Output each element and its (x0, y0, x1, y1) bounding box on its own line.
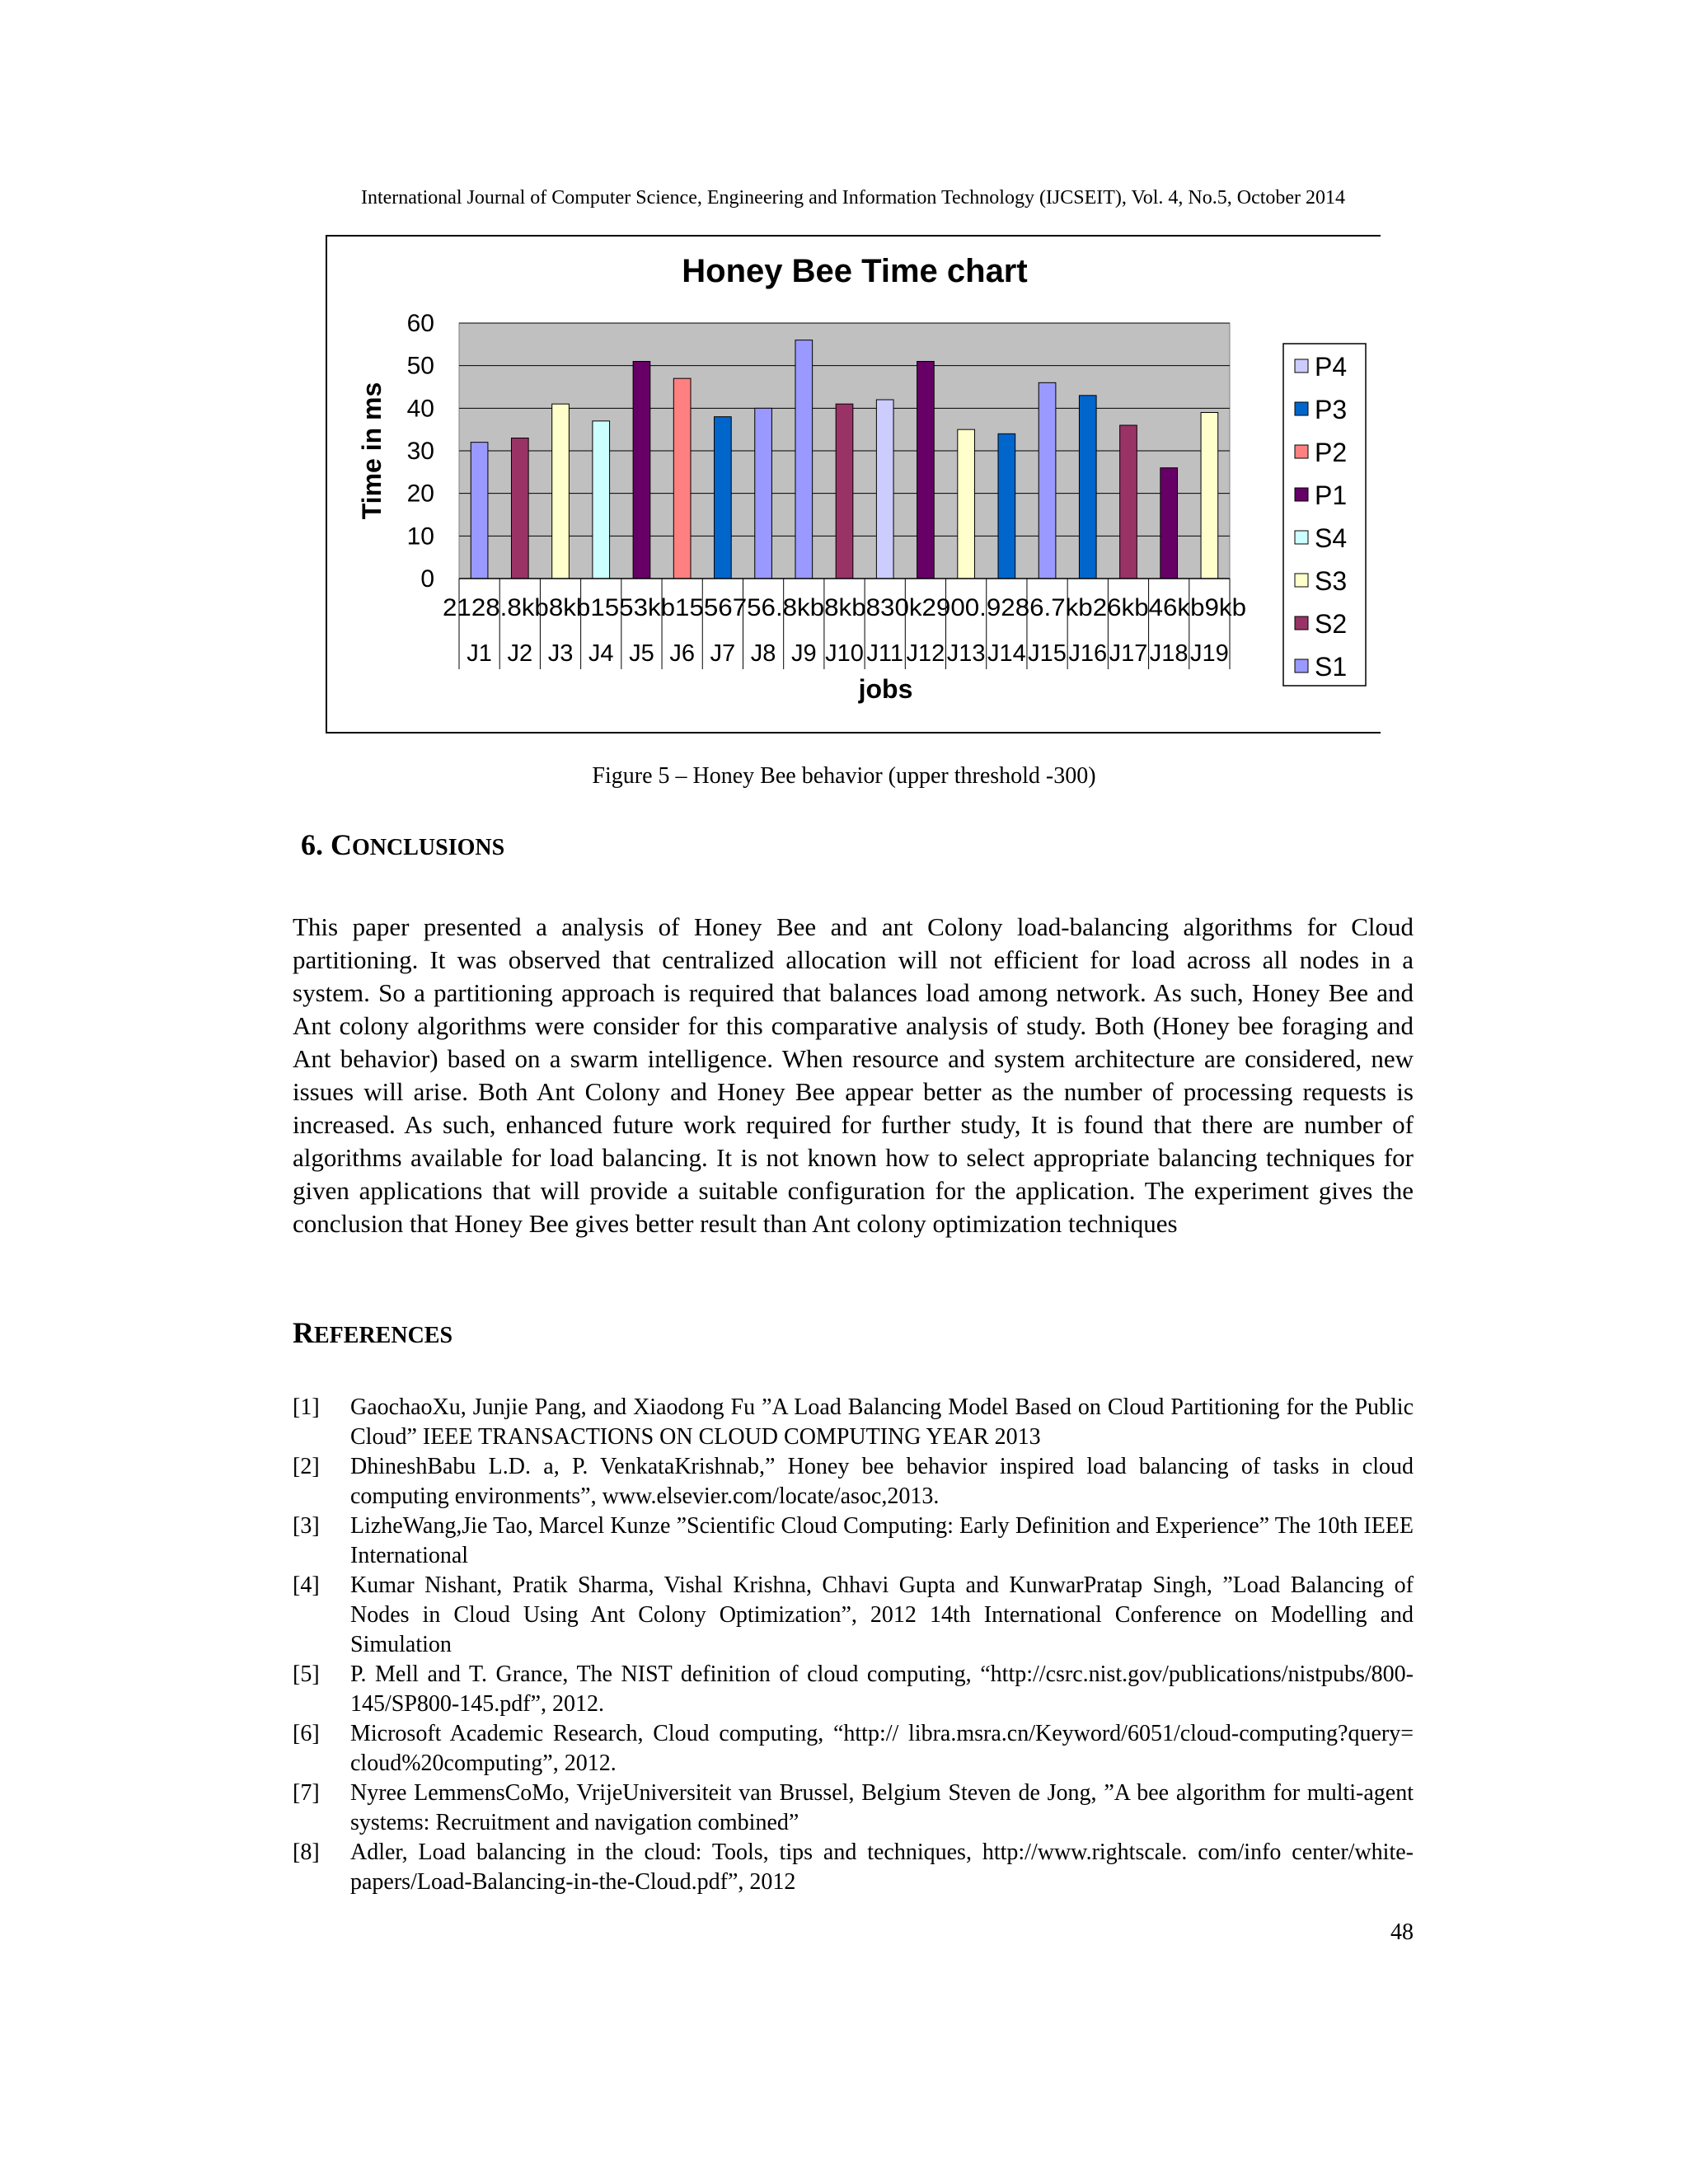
y-tick-label: 30 (406, 438, 434, 465)
chart-svg (327, 237, 1382, 735)
reference-item (293, 1393, 1414, 1452)
reference-text: DhineshBabu L.D. a, P. VenkataKrishnab,” Honey bee behavior inspired load balancing of tasks in cloud computing environments”, www.elsevier.com/locate/asoc,2013. (350, 1454, 1414, 1509)
legend-swatch-P4 (1295, 359, 1308, 373)
honey-bee-chart (326, 235, 1381, 733)
conclusions-heading (301, 827, 504, 866)
x-tick-label: J8 (750, 640, 776, 667)
bar-J15 (1039, 382, 1056, 579)
bar-J3 (552, 404, 570, 579)
legend-label-P3: P3 (1315, 395, 1348, 424)
reference-item (293, 1660, 1414, 1719)
y-tick-label: 20 (406, 480, 434, 508)
y-tick-label: 10 (406, 523, 434, 551)
bar-J1 (471, 443, 488, 579)
reference-number: [7] (293, 1780, 320, 1806)
reference-text: Microsoft Academic Research, Cloud computing, “http:// libra.msra.cn/Keyword/6051/cloud-computing?query= cloud%20computing”, 2012. (350, 1721, 1414, 1776)
reference-text: P. Mell and T. Grance, The NIST definition of cloud computing, “http://csrc.nist.gov/publications/nistpubs/800-145/SP800-145.pdf”, 2012. (350, 1661, 1414, 1717)
page-number: 48 (1390, 1919, 1414, 1945)
reference-item (293, 1838, 1414, 1897)
reference-number: [2] (293, 1454, 320, 1479)
x-axis-label: jobs (858, 674, 913, 704)
x-tick-label: J18 (1149, 640, 1189, 667)
references-list (293, 1393, 1414, 1897)
x-tick-label: J17 (1109, 640, 1148, 667)
journal-header: International Journal of Computer Science, Engineering and Information Technology (IJCSEIT), Vol. 4, No.5, October 2014 (360, 187, 1346, 209)
references-title-text: REFERENCES (293, 1316, 453, 1349)
bar-J14 (998, 434, 1015, 579)
legend-label-P2: P2 (1315, 438, 1348, 467)
legend-label-S1: S1 (1315, 652, 1348, 682)
x-tick-label: J16 (1068, 640, 1108, 667)
reference-text: LizheWang,Jie Tao, Marcel Kunze ”Scientific Cloud Computing: Early Definition and Experience” The 10th IEEE International (350, 1513, 1414, 1568)
x-tick-label: J5 (629, 640, 654, 667)
reference-text: GaochaoXu, Junjie Pang, and Xiaodong Fu ”A Load Balancing Model Based on Cloud Partitioning for the Public Cloud” IEEE TRANSACTIONS ON CLOUD COMPUTING YEAR 2013 (350, 1394, 1414, 1450)
bar-J9 (795, 340, 813, 579)
figure-caption: Figure 5 – Honey Bee behavior (upper threshold -300) (592, 763, 1096, 789)
bar-J18 (1160, 468, 1178, 579)
chart-title: Honey Bee Time chart (682, 253, 1028, 289)
bar-J13 (958, 429, 975, 579)
bar-J6 (673, 378, 691, 579)
reference-item (293, 1511, 1414, 1571)
bar-J11 (876, 400, 893, 579)
bar-J2 (511, 438, 528, 579)
reference-number: [5] (293, 1661, 320, 1687)
x-tick-label: J4 (588, 640, 614, 667)
reference-item (293, 1779, 1414, 1838)
x-tick-label: J14 (987, 640, 1026, 667)
bar-J5 (633, 362, 650, 579)
legend-swatch-P2 (1295, 445, 1308, 458)
reference-number: [3] (293, 1513, 320, 1539)
bar-J19 (1201, 413, 1218, 579)
conclusions-paragraph: This paper presented a analysis of Honey Bee and ant Colony load-balancing algorithms for Cloud partitioning. It was observed that centralized allocation will not efficient for load across all nodes in a system. So a partitioning approach is required that balances load among network. As such, Honey Bee and Ant colony algorithms were consider for this comparative analysis of study. Both (Honey bee foraging and Ant behavior) based on a swarm intelligence. When resource and system architecture are considered, new issues will arise. Both Ant Colony and Honey Bee appear better as the number of processing requests is increased. As such, enhanced future work required for further study, It is found that there are number of algorithms available for load balancing. It is not known how to select appropriate balancing techniques for given applications that will provide a suitable configuration for the application. The experiment gives the conclusion that Honey Bee gives better result than Ant colony optimization techniques (293, 912, 1414, 1238)
legend-swatch-P3 (1295, 402, 1308, 415)
legend-label-P1: P1 (1315, 480, 1348, 510)
x-tick-label: J19 (1190, 640, 1229, 667)
reference-text: Kumar Nishant, Pratik Sharma, Vishal Krishna, Chhavi Gupta and KunwarPratap Singh, ”Load Balancing of Nodes in Cloud Using Ant Colony Optimization”, 2012 14th International Conference on Modelling and Simulation (350, 1572, 1414, 1657)
x-tick-label: J11 (866, 640, 904, 667)
references-heading (293, 1315, 452, 1354)
y-axis-label: Time in ms (357, 382, 387, 520)
y-tick-label: 0 (420, 565, 434, 593)
size-labels-row: 2128.8kb8kb1553kb1556756.8kb8kb830k2900.9286.7kb26kb46kb9kb (443, 594, 1246, 621)
x-tick-label: J9 (790, 640, 817, 667)
x-tick-label: J7 (710, 640, 736, 667)
reference-item (293, 1719, 1414, 1779)
x-tick-label: J15 (1028, 640, 1067, 667)
legend-swatch-S4 (1295, 531, 1308, 544)
legend-swatch-S1 (1295, 659, 1308, 673)
legend-label-S2: S2 (1315, 609, 1348, 639)
reference-number: [4] (293, 1572, 320, 1598)
bar-J7 (715, 417, 732, 579)
bar-J16 (1079, 396, 1096, 579)
reference-number: [6] (293, 1721, 320, 1746)
x-tick-label: J13 (946, 640, 986, 667)
bar-J12 (917, 362, 935, 579)
bar-J17 (1120, 425, 1137, 579)
reference-text: Adler, Load balancing in the cloud: Tools, tips and techniques, http://www.rightscale. com/info center/white-papers/Load-Balancing-in-the-Cloud.pdf”, 2012 (350, 1840, 1414, 1895)
bar-J10 (836, 404, 853, 579)
x-tick-label: J2 (507, 640, 533, 667)
y-tick-label: 50 (406, 352, 434, 380)
legend-label-S4: S4 (1315, 523, 1348, 553)
y-tick-label: 60 (406, 310, 434, 337)
reference-item (293, 1452, 1414, 1511)
legend-label-P4: P4 (1315, 352, 1348, 382)
reference-text: Nyree LemmensCoMo, VrijeUniversiteit van Brussel, Belgium Steven de Jong, ”A bee algorithm for multi-agent systems: Recruitment and navigation combined” (350, 1780, 1414, 1835)
legend-swatch-S3 (1295, 574, 1308, 587)
conclusions-title-text: 6. CONCLUSIONS (301, 828, 505, 861)
y-tick-label: 40 (406, 395, 434, 423)
reference-item (293, 1571, 1414, 1660)
bar-J4 (593, 421, 610, 579)
bar-J8 (755, 408, 772, 579)
reference-number: [8] (293, 1840, 320, 1865)
legend-label-S3: S3 (1315, 566, 1348, 596)
x-tick-label: J3 (547, 640, 574, 667)
legend-swatch-P1 (1295, 488, 1308, 501)
x-tick-label: J12 (906, 640, 945, 667)
x-tick-label: J10 (825, 640, 864, 667)
legend-swatch-S2 (1295, 616, 1308, 630)
x-tick-label: J6 (669, 640, 695, 667)
x-tick-label: J1 (467, 640, 492, 667)
reference-number: [1] (293, 1394, 320, 1420)
